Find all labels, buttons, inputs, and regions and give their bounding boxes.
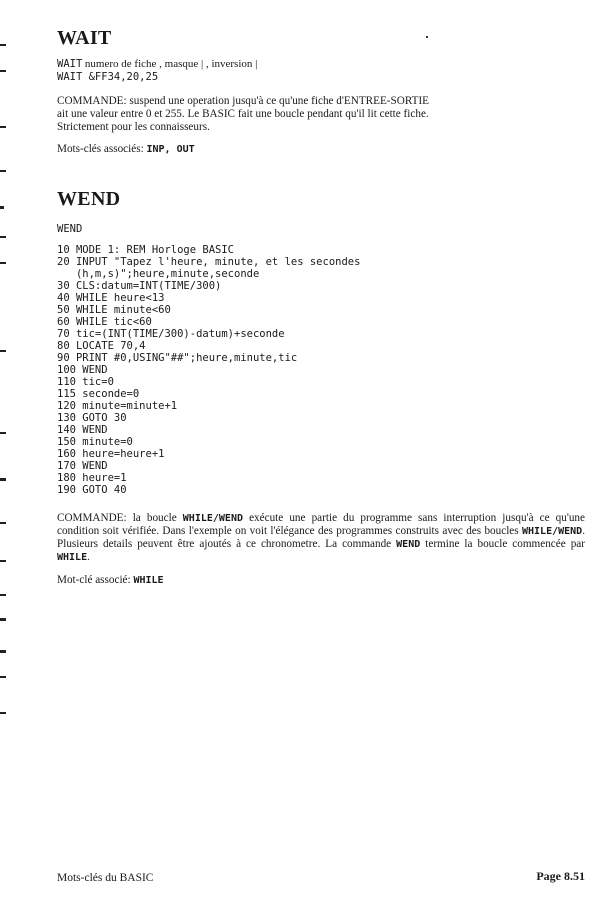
- code-line: 120 minute=minute+1: [57, 399, 178, 412]
- wait-related: [57, 143, 585, 155]
- margin-mark: [0, 206, 4, 209]
- code-line: 190 GOTO 40: [57, 483, 127, 496]
- wait-description-line: ait une valeur entre 0 et 255. Le BASIC fait une boucle pendant qu'il lit cette fiche.: [57, 108, 429, 121]
- wend-syntax: WEND: [57, 222, 83, 235]
- footer-page-number: Page 8.51: [536, 869, 585, 883]
- wend-desc-keyword: WHILE/WEND: [521, 525, 583, 537]
- code-line: 10 MODE 1: REM Horloge BASIC: [57, 243, 235, 256]
- code-line: 160 heure=heure+1: [57, 447, 165, 460]
- margin-mark: [0, 594, 6, 596]
- wend-desc-text: exécute une partie du programme sans interruption jusqu'à ce qu'une condition soit vérifiée. Dans l'exemple on voit l'élégance des programmes construits avec des boucles: [57, 511, 585, 537]
- margin-mark: [0, 650, 6, 653]
- code-line: 170 WEND: [57, 459, 108, 472]
- wait-title: WAIT: [57, 27, 112, 49]
- code-line: 40 WHILE heure<13: [57, 291, 165, 304]
- code-line: 150 minute=0: [57, 435, 133, 448]
- wend-desc-keyword: WHILE/WEND: [182, 512, 243, 524]
- margin-mark: [0, 618, 6, 621]
- wait-description-line: Strictement pour les connaisseurs.: [57, 121, 210, 134]
- wend-description: [57, 512, 585, 565]
- wend-related-keywords: WHILE: [133, 575, 164, 587]
- wend-code-listing: [57, 244, 585, 496]
- margin-mark: [0, 522, 6, 524]
- margin-mark: [0, 44, 6, 46]
- code-line: 115 seconde=0: [57, 387, 140, 400]
- margin-mark: [0, 126, 6, 128]
- margin-mark: [0, 712, 6, 714]
- wait-syntax-arguments: numero de fiche , masque | , inversion |: [84, 58, 258, 70]
- margin-mark: [0, 70, 6, 72]
- wend-desc-text: COMMANDE: la boucle: [57, 511, 183, 524]
- wend-desc-keyword: WHILE: [57, 552, 88, 564]
- code-line: 140 WEND: [57, 423, 108, 436]
- code-line: 90 PRINT #0,USING"##";heure,minute,tic: [57, 351, 298, 364]
- margin-mark: [0, 560, 6, 562]
- margin-mark: [0, 236, 6, 238]
- margin-mark: [0, 478, 6, 481]
- wait-example: WAIT &FF34,20,25: [57, 71, 159, 83]
- wend-desc-text: .: [87, 551, 90, 564]
- wend-desc-text: termine la boucle commencée par: [420, 538, 585, 551]
- wait-syntax: [57, 58, 585, 71]
- wend-related-label: Mot-clé associé:: [57, 574, 131, 587]
- wend-related: [57, 574, 585, 586]
- wait-related-keywords: INP, OUT: [146, 143, 195, 155]
- wait-section: [57, 26, 585, 155]
- wend-desc-keyword: WEND: [396, 539, 421, 551]
- code-line: 100 WEND: [57, 363, 108, 376]
- wend-desc-text: . Plusieurs details peuvent être ajoutés à ce chronometre. La commande: [57, 524, 585, 551]
- page-content: [57, 26, 585, 586]
- wait-description-line: COMMANDE: suspend une operation jusqu'à ce qu'une fiche d'ENTREE-SORTIE: [57, 95, 430, 107]
- code-line: 80 LOCATE 70,4: [57, 339, 146, 352]
- code-line: (h,m,s)";heure,minute,seconde: [57, 267, 260, 280]
- code-line: 20 INPUT "Tapez l'heure, minute, et les secondes: [57, 255, 361, 268]
- margin-mark: [0, 170, 6, 172]
- code-line: 30 CLS:datum=INT(TIME/300): [57, 279, 222, 292]
- code-line: 130 GOTO 30: [57, 411, 127, 424]
- code-line: 70 tic=(INT(TIME/300)-datum)+seconde: [57, 327, 285, 340]
- wend-section: [57, 187, 585, 587]
- code-line: 180 heure=1: [57, 471, 127, 484]
- wait-related-label: Mots-clés associés:: [57, 142, 144, 155]
- wait-description: [57, 95, 585, 135]
- margin-mark: [0, 676, 6, 678]
- code-line: 110 tic=0: [57, 375, 114, 388]
- margin-mark: [0, 350, 6, 352]
- wend-title: WEND: [57, 187, 121, 210]
- code-line: 50 WHILE minute<60: [57, 303, 171, 316]
- margin-mark: [0, 432, 6, 434]
- footer-section-name: Mots-clés du BASIC: [57, 872, 154, 884]
- margin-mark: [0, 262, 6, 264]
- wait-syntax-command: WAIT: [57, 58, 83, 70]
- margin-marks: [0, 0, 10, 900]
- code-line: 60 WHILE tic<60: [57, 315, 152, 328]
